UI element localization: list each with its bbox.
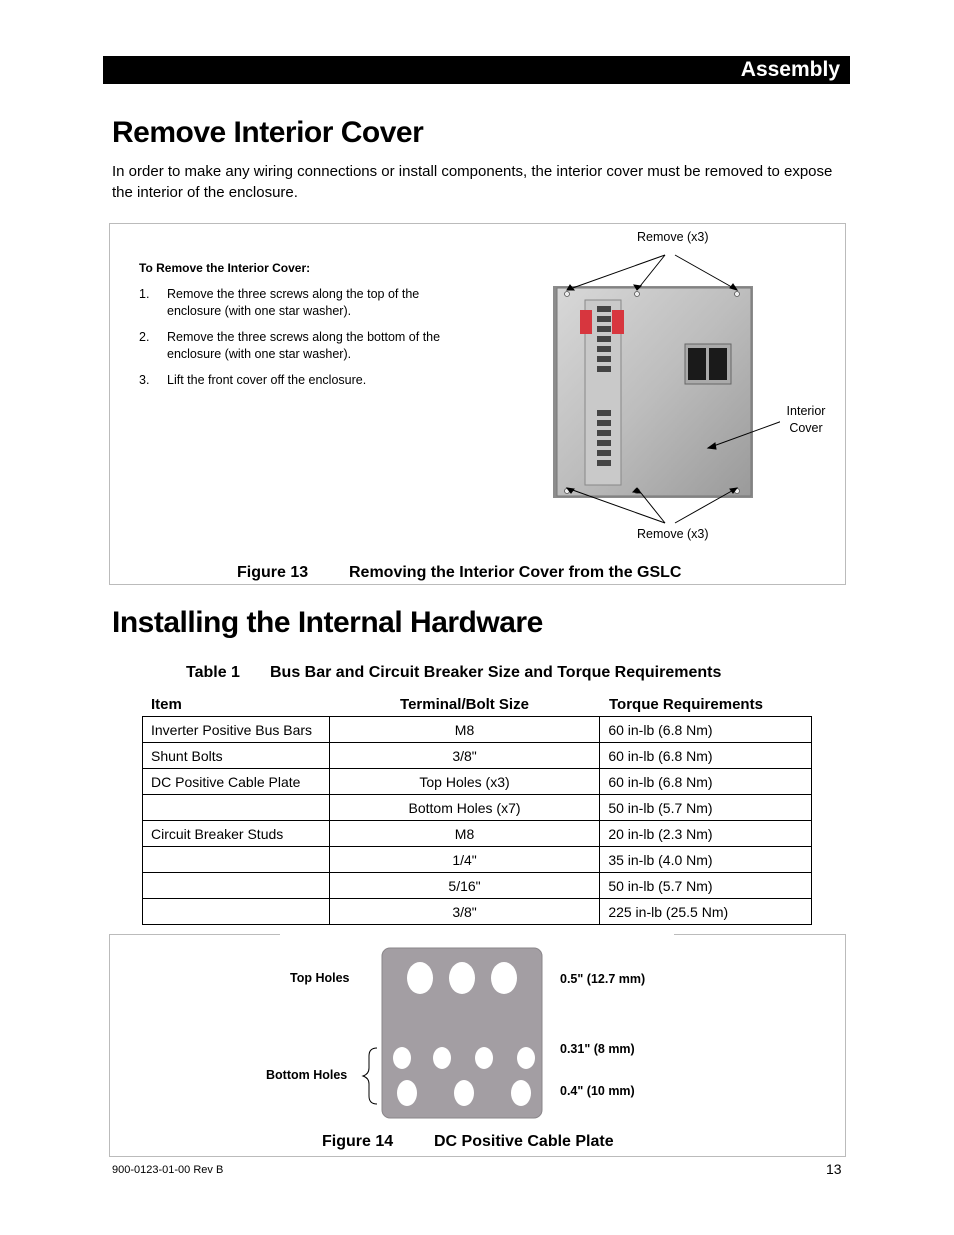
section-title-internal-hardware: Installing the Internal Hardware	[112, 606, 543, 639]
cell-torque: 225 in-lb (25.5 Nm)	[600, 899, 812, 925]
cell-item	[143, 795, 330, 821]
dimension-small-holes: 0.31" (8 mm)	[560, 1042, 635, 1056]
dimension-top-holes: 0.5" (12.7 mm)	[560, 972, 646, 986]
cell-item: DC Positive Cable Plate	[143, 769, 330, 795]
cell-torque: 60 in-lb (6.8 Nm)	[600, 743, 812, 769]
callout-interior-cover-line2: Cover	[789, 421, 823, 435]
torque-table	[142, 716, 812, 925]
cell-torque: 60 in-lb (6.8 Nm)	[600, 717, 812, 743]
intro-paragraph: In order to make any wiring connections or install components, the interior cover must be removed to expose the interior of the enclosure.	[112, 163, 833, 201]
cell-item: Shunt Bolts	[143, 743, 330, 769]
cell-item	[143, 899, 330, 925]
header-bar	[103, 56, 850, 84]
cell-size: M8	[329, 717, 600, 743]
cell-size: 3/8"	[329, 899, 600, 925]
callout-interior-cover	[778, 403, 834, 437]
footer-page-number: 13	[826, 1161, 842, 1177]
callout-remove-top: Remove (x3)	[637, 230, 709, 244]
cell-size: Top Holes (x3)	[329, 769, 600, 795]
table-header-item: Item	[151, 696, 182, 713]
table-1-number: Table 1	[186, 664, 240, 681]
table-row	[143, 899, 812, 925]
cell-torque: 35 in-lb (4.0 Nm)	[600, 847, 812, 873]
table-row	[143, 795, 812, 821]
cell-torque: 50 in-lb (5.7 Nm)	[600, 795, 812, 821]
step-number: 2.	[139, 330, 150, 344]
step-item	[139, 372, 439, 392]
step-item	[139, 286, 439, 322]
table-1-caption	[186, 664, 721, 682]
section-title-remove-cover: Remove Interior Cover	[112, 116, 424, 149]
step-text: Remove the three screws along the top of the enclosure (with one star washer).	[167, 287, 420, 318]
cell-size: 5/16"	[329, 873, 600, 899]
step-number: 3.	[139, 373, 150, 387]
table-header-size: Terminal/Bolt Size	[400, 696, 529, 713]
cell-size: 1/4"	[329, 847, 600, 873]
cell-item	[143, 873, 330, 899]
section-header-title: Assembly	[740, 58, 840, 81]
figure-13-title: Removing the Interior Cover from the GSLC	[349, 564, 682, 581]
table-1-title: Bus Bar and Circuit Breaker Size and Torque Requirements	[270, 664, 722, 681]
step-text: Remove the three screws along the bottom of the enclosure (with one star washer).	[167, 330, 441, 361]
figure-14-caption	[322, 1133, 614, 1151]
figure-14-title: DC Positive Cable Plate	[434, 1133, 614, 1150]
steps-title: To Remove the Interior Cover:	[139, 261, 311, 275]
table-header-torque: Torque Requirements	[609, 696, 763, 713]
cell-size: Bottom Holes (x7)	[329, 795, 600, 821]
callout-remove-bottom: Remove (x3)	[637, 527, 709, 541]
cell-size: M8	[329, 821, 600, 847]
callout-interior-cover-line1: Interior	[786, 404, 826, 418]
figure-14-box-gap	[280, 932, 674, 936]
cell-torque: 20 in-lb (2.3 Nm)	[600, 821, 812, 847]
table-row	[143, 873, 812, 899]
step-text: Lift the front cover off the enclosure.	[167, 373, 367, 387]
cell-size: 3/8"	[329, 743, 600, 769]
cell-item: Circuit Breaker Studs	[143, 821, 330, 847]
cable-plate-illustration	[355, 944, 555, 1124]
step-number: 1.	[139, 287, 150, 301]
step-item	[139, 329, 439, 365]
table-row	[143, 769, 812, 795]
footer-doc-number: 900-0123-01-00 Rev B	[112, 1164, 224, 1176]
figure-14-number: Figure 14	[322, 1133, 394, 1150]
enclosure-illustration	[540, 240, 780, 530]
dimension-bottom-holes: 0.4" (10 mm)	[560, 1084, 635, 1098]
label-bottom-holes: Bottom Holes	[266, 1068, 348, 1082]
figure-13-number: Figure 13	[237, 564, 309, 581]
table-row	[143, 847, 812, 873]
table-row	[143, 821, 812, 847]
cell-torque: 60 in-lb (6.8 Nm)	[600, 769, 812, 795]
cell-item	[143, 847, 330, 873]
cell-item: Inverter Positive Bus Bars	[143, 717, 330, 743]
label-top-holes: Top Holes	[290, 971, 350, 985]
table-row	[143, 743, 812, 769]
figure-13-caption	[237, 564, 681, 582]
table-row	[143, 717, 812, 743]
cell-torque: 50 in-lb (5.7 Nm)	[600, 873, 812, 899]
